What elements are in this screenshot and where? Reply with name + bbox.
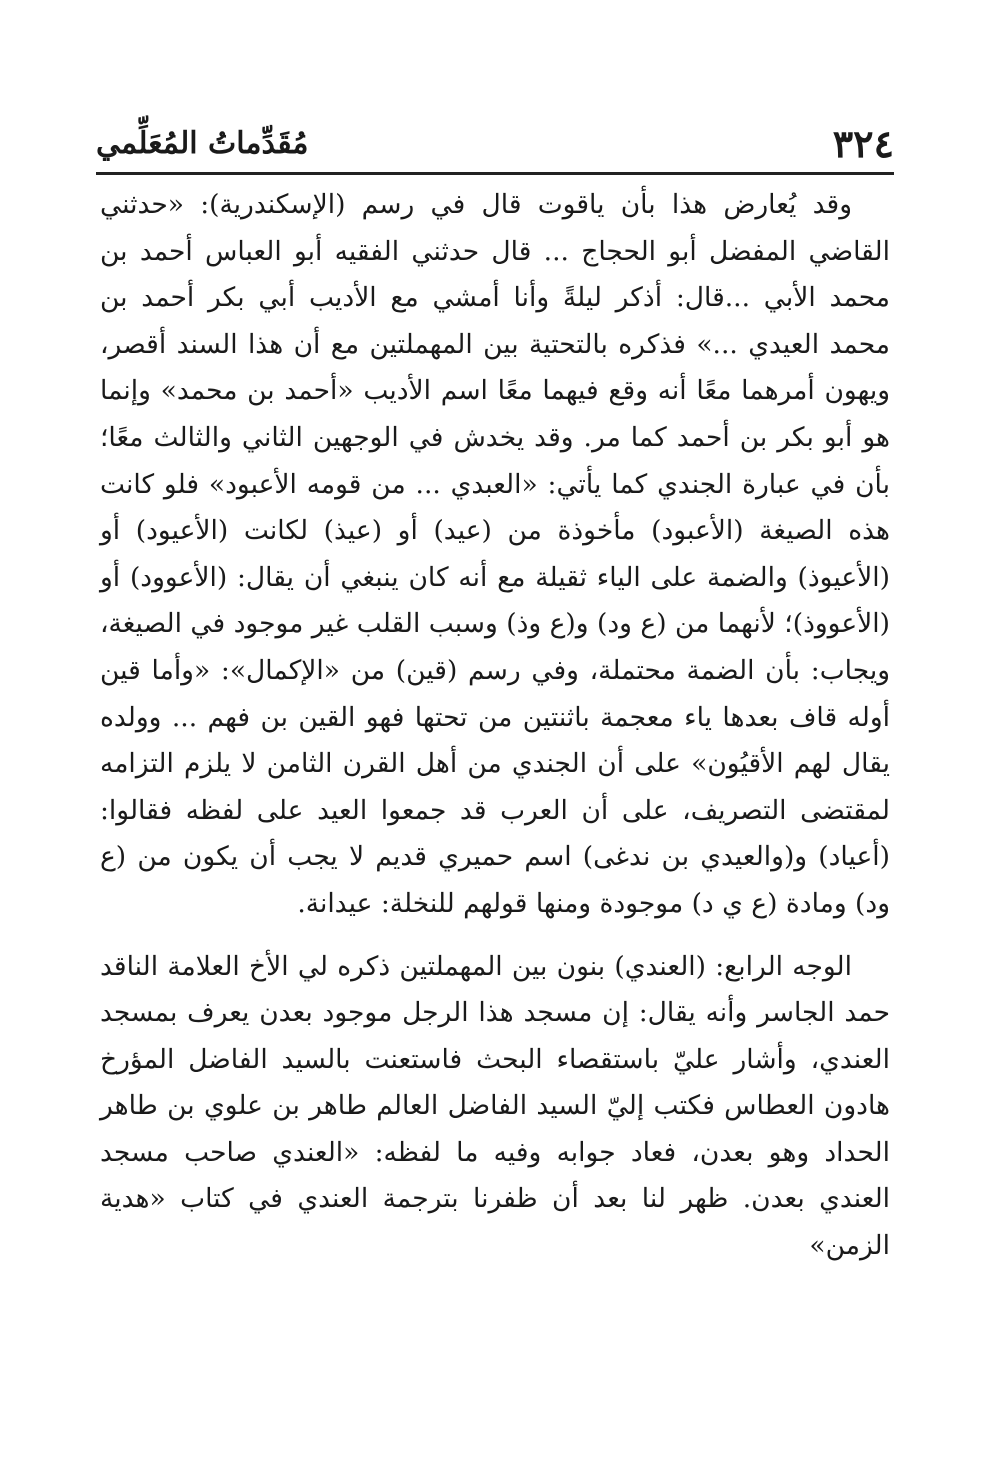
page-header	[96, 118, 894, 170]
header-rule	[96, 172, 894, 175]
page-number: ٣٢٤	[832, 121, 894, 166]
running-title: مُقَدِّماتُ المُعَلِّمي	[96, 126, 309, 161]
body-text	[100, 182, 890, 1270]
paragraph: وقد يُعارض هذا بأن ياقوت قال في رسم (الإسكندرية): «حدثني القاضي المفضل أبو الحجاج ... قال حدثني الفقيه أبو العباس أحمد بن محمد الأبي ...قال: أذكر ليلةً وأنا أمشي مع الأديب أبي بكر أحمد بن محمد العيدي ...» فذكره بالتحتية بين المهملتين مع أن هذا السند أقصر، ويهون أمرهما معًا أنه وقع فيهما معًا اسم الأديب «أحمد بن محمد» وإنما هو أبو بكر بن أحمد كما مر. وقد يخدش في الوجهين الثاني والثالث معًا؛ بأن في عبارة الجندي كما يأتي: «العبدي ... من قومه الأعبود» فلو كانت هذه الصيغة (الأعبود) مأخوذة من (عيد) أو (عيذ) لكانت (الأعيود) أو (الأعيوذ) والضمة على الياء ثقيلة مع أنه كان ينبغي أن يقال: (الأعوود) أو (الأعووذ)؛ لأنهما من (ع ود) و(ع وذ) وسبب القلب غير موجود في الصيغة، ويجاب: بأن الضمة محتملة، وفي رسم (قين) من «الإكمال»: «وأما قين أوله قاف بعدها ياء معجمة باثنتين من تحتها فهو القين بن فهم ... وولده يقال لهم الأقيُون» على أن الجندي من أهل القرن الثامن لا يلزم التزامه لمقتضى التصريف، على أن العرب قد جمعوا العيد على لفظه فقالوا: (أعياد) و(والعيدي بن ندغى) اسم حميري قديم لا يجب أن يكون من (ع ود) ومادة (ع ي د) موجودة ومنها قولهم للنخلة: عيدانة.	[100, 189, 890, 919]
paragraph: الوجه الرابع: (العندي) بنون بين المهملتين ذكره لي الأخ العلامة الناقد حمد الجاسر وأنه يقال: إن مسجد هذا الرجل موجود بعدن يعرف بمسجد العندي، وأشار عليّ باستقصاء البحث فاستعنت بالسيد الفاضل المؤرخ هادون العطاس فكتب إليّ السيد الفاضل العالم طاهر بن علوي بن طاهر الحداد وهو بعدن، فعاد جوابه وفيه ما لفظه: «العندي صاحب مسجد العندي بعدن. ظهر لنا بعد أن ظفرنا بترجمة العندي في كتاب «هدية الزمن»	[100, 950, 890, 1262]
